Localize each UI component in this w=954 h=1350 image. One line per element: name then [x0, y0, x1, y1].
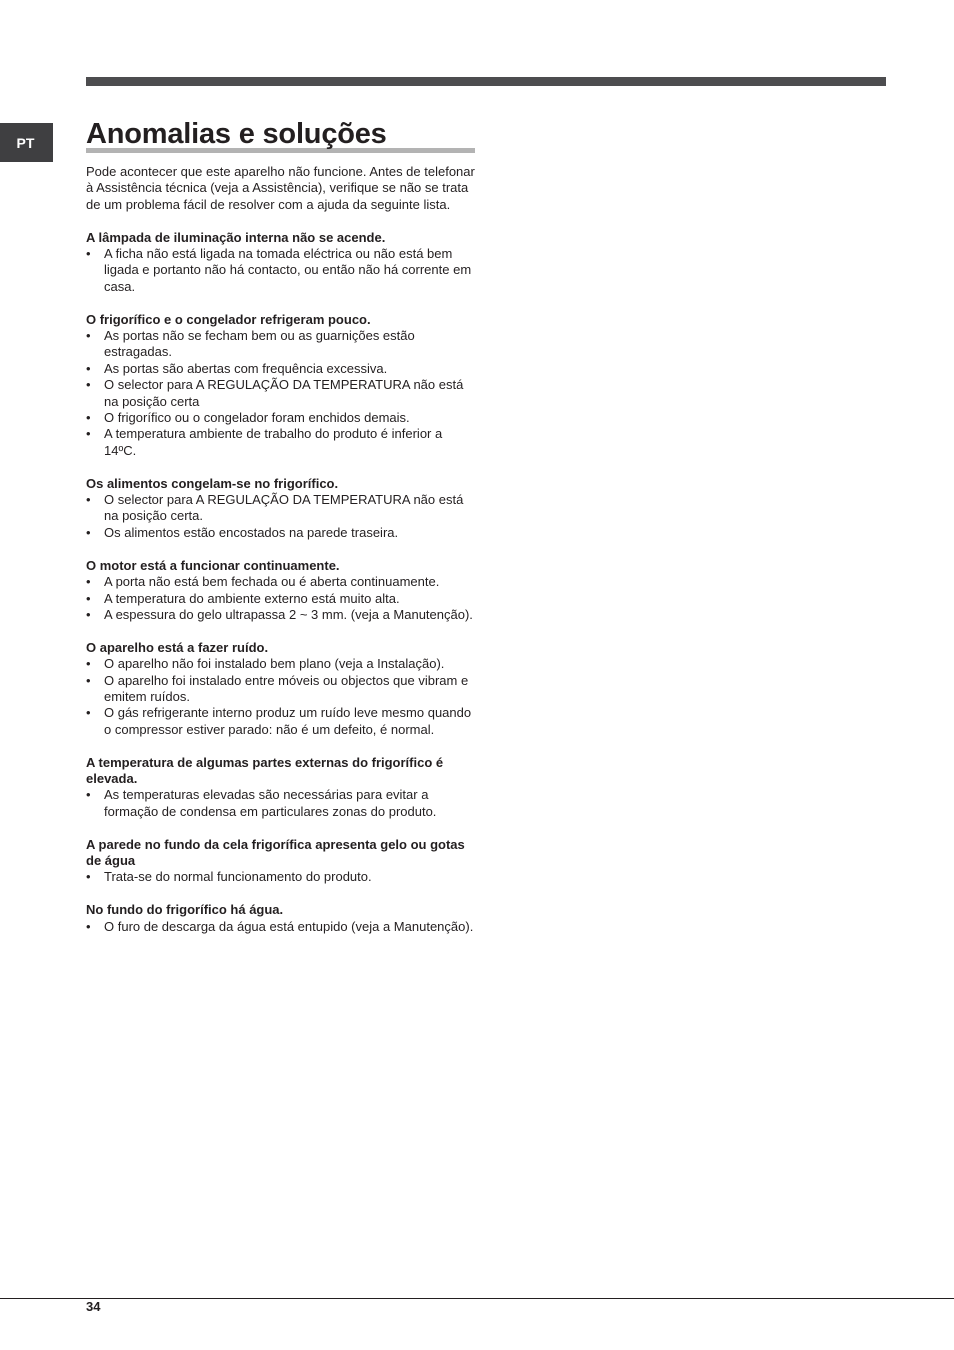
- cause-list: [86, 246, 478, 295]
- troubleshoot-section: [86, 312, 478, 460]
- troubleshoot-section: [86, 640, 478, 738]
- page-title: Anomalias e soluções: [86, 118, 387, 150]
- list-item: • O gás refrigerante interno produz um ruído leve mesmo quando o compressor estiver parado: não é um defeito, é normal.: [86, 705, 478, 738]
- cause-list: [86, 787, 478, 820]
- title-block: [86, 116, 475, 153]
- list-item: • As temperaturas elevadas são necessárias para evitar a formação de condensa em particulares zonas do produto.: [86, 787, 478, 820]
- list-item: • O frigorífico ou o congelador foram enchidos demais.: [86, 410, 478, 426]
- language-tab: PT: [0, 123, 53, 162]
- troubleshoot-section: [86, 837, 478, 886]
- list-item: • A ficha não está ligada na tomada eléctrica ou não está bem ligada e portanto não há contacto, ou então não há corrente em casa.: [86, 246, 478, 295]
- list-item: • A espessura do gelo ultrapassa 2 ~ 3 mm. (veja a Manutenção).: [86, 607, 478, 623]
- section-title: O aparelho está a fazer ruído.: [86, 639, 269, 655]
- list-item: • A porta não está bem fechada ou é aberta continuamente.: [86, 574, 478, 590]
- section-title: A temperatura de algumas partes externas do frigorífico é elevada.: [86, 754, 444, 786]
- cause-list: [86, 919, 478, 935]
- list-item: • O selector para A REGULAÇÃO DA TEMPERATURA não está na posição certa.: [86, 492, 478, 525]
- section-title: Os alimentos congelam-se no frigorífico.: [86, 475, 339, 491]
- section-title: A lâmpada de iluminação interna não se acende.: [86, 229, 386, 245]
- list-item: • A temperatura ambiente de trabalho do produto é inferior a 14ºC.: [86, 426, 478, 459]
- list-item: • O selector para A REGULAÇÃO DA TEMPERATURA não está na posição certa: [86, 377, 478, 410]
- troubleshoot-section: [86, 230, 478, 296]
- list-item: • O furo de descarga da água está entupido (veja a Manutenção).: [86, 919, 478, 935]
- list-item: • O aparelho foi instalado entre móveis ou objectos que vibram e emitem ruídos.: [86, 673, 478, 706]
- cause-list: [86, 492, 478, 541]
- content-column: [86, 164, 478, 951]
- section-title: No fundo do frigorífico há água.: [86, 902, 284, 918]
- troubleshoot-section: [86, 755, 478, 821]
- list-item: • A temperatura do ambiente externo está muito alta.: [86, 591, 478, 607]
- troubleshoot-section: [86, 558, 478, 624]
- list-item: • Os alimentos estão encostados na parede traseira.: [86, 525, 478, 541]
- list-item: • As portas não se fecham bem ou as guarnições estão estragadas.: [86, 328, 478, 361]
- cause-list: [86, 574, 478, 623]
- cause-list: [86, 656, 478, 738]
- list-item: • As portas são abertas com frequência excessiva.: [86, 361, 478, 377]
- section-title: A parede no fundo da cela frigorífica apresenta gelo ou gotas de água: [86, 836, 465, 868]
- header-bar: [86, 77, 886, 86]
- list-item: • Trata-se do normal funcionamento do produto.: [86, 869, 478, 885]
- cause-list: [86, 869, 478, 885]
- section-title: O motor está a funcionar continuamente.: [86, 557, 340, 573]
- list-item: • O aparelho não foi instalado bem plano (veja a Instalação).: [86, 656, 478, 672]
- page-number: 34: [86, 1299, 101, 1314]
- troubleshoot-section: [86, 902, 478, 935]
- section-title: O frigorífico e o congelador refrigeram pouco.: [86, 311, 371, 327]
- intro-paragraph: Pode acontecer que este aparelho não funcione. Antes de telefonar à Assistência técnica (veja a Assistência), verifique se não se trata de um problema fácil de resolver com a ajuda da seguinte lista.: [86, 164, 475, 212]
- cause-list: [86, 328, 478, 459]
- troubleshoot-section: [86, 476, 478, 542]
- footer-rule: [0, 1298, 954, 1299]
